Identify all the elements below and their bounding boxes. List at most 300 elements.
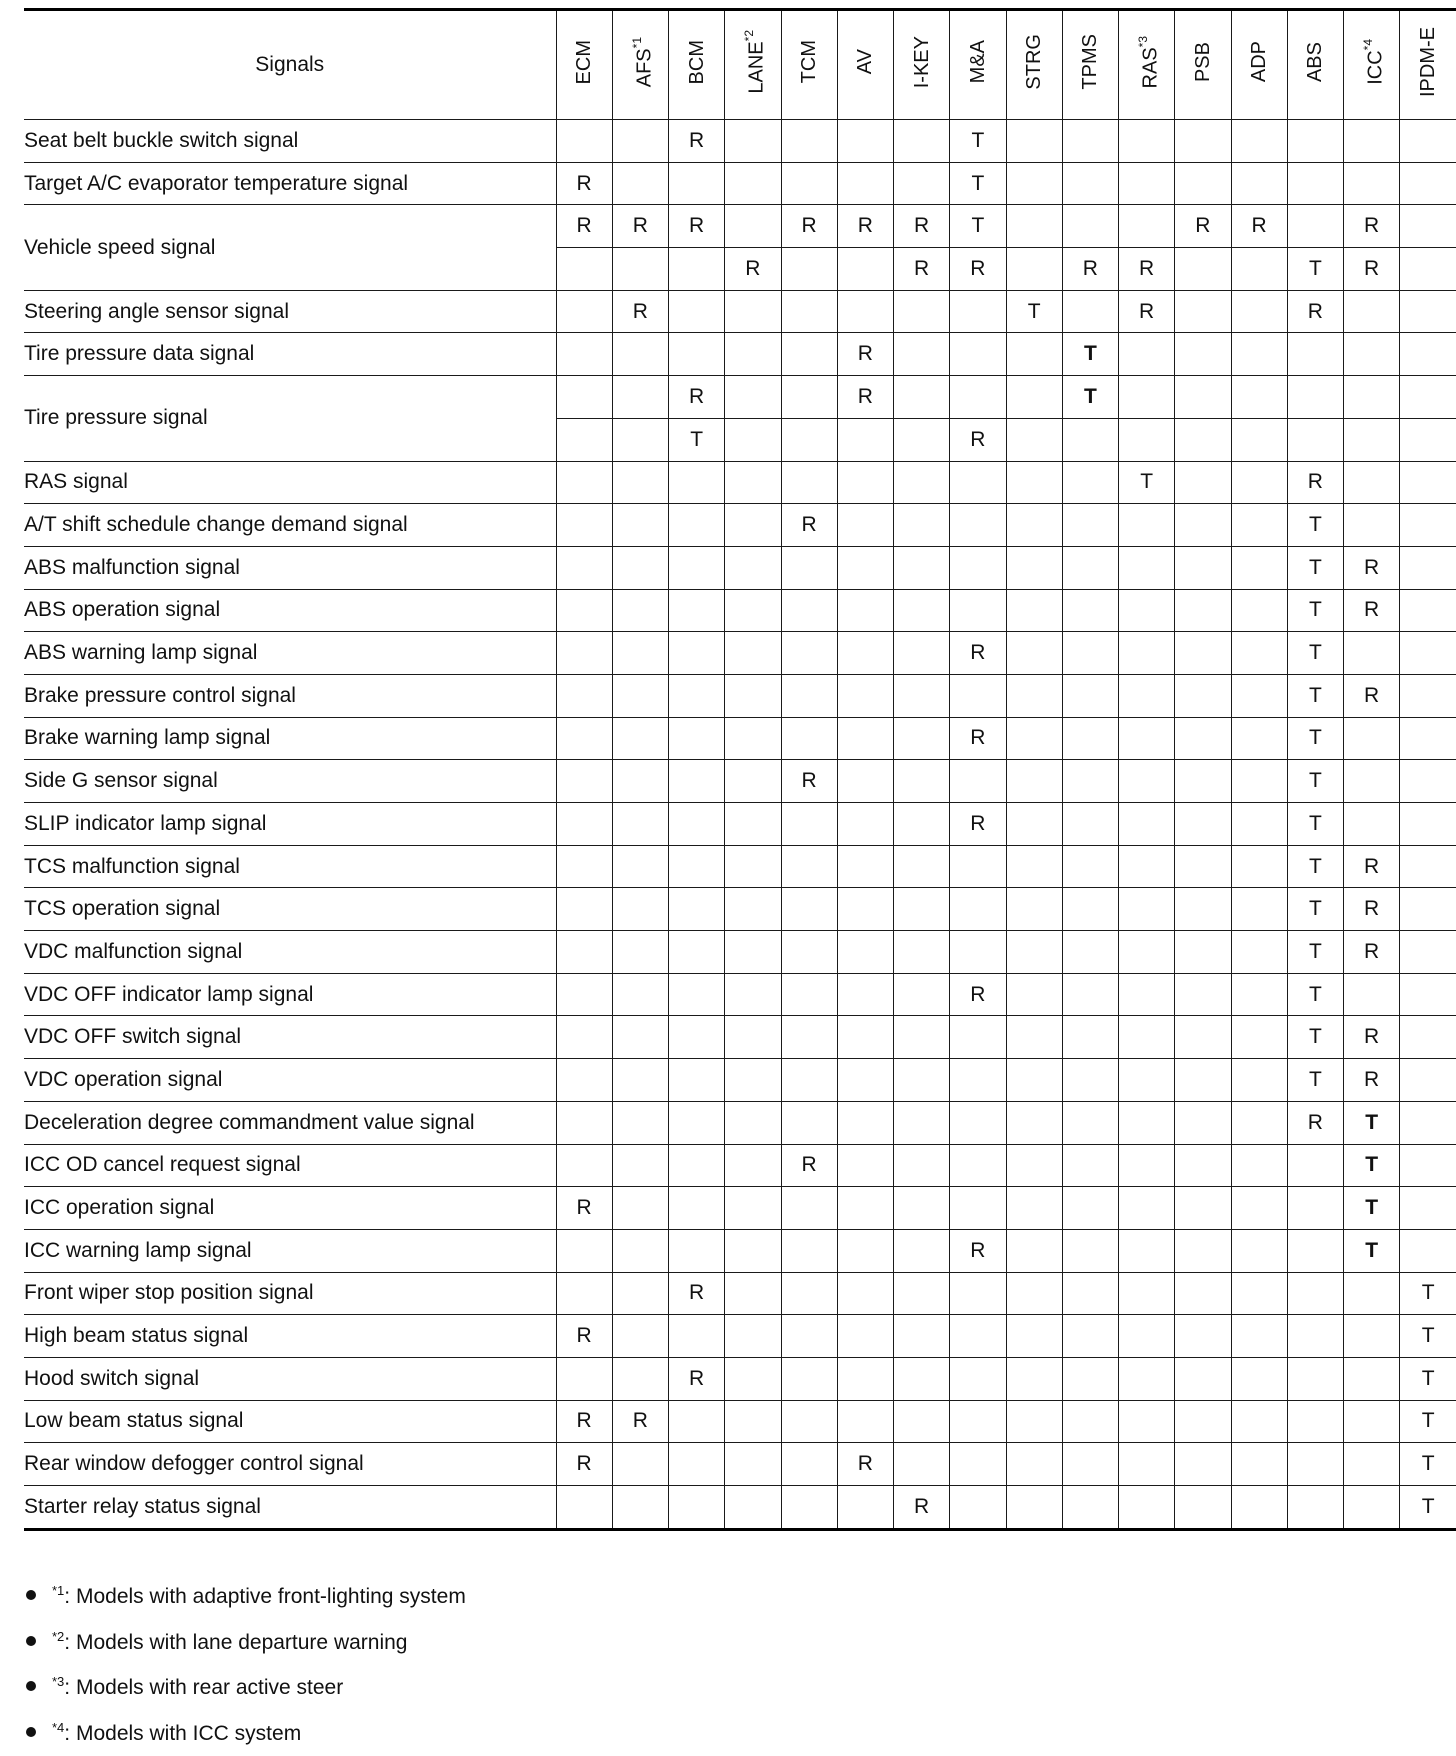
table-cell [950,1357,1006,1400]
table-cell [1231,290,1287,333]
table-cell [556,1272,612,1315]
signal-name: High beam status signal [24,1315,556,1358]
column-header-tcm [781,10,837,120]
table-cell: R [1344,205,1400,248]
table-cell: T [1287,546,1343,589]
table-cell [669,632,725,675]
column-note: *4 [1360,39,1375,51]
table-cell [1006,1059,1062,1102]
table-cell [894,760,950,803]
table-cell: R [781,504,837,547]
table-cell [1231,162,1287,205]
table-cell: R [1062,248,1118,291]
table-cell [837,120,893,163]
table-cell [1175,760,1231,803]
table-cell [781,1229,837,1272]
table-cell [556,418,612,461]
table-cell [1119,1315,1175,1358]
table-cell: R [725,248,781,291]
table-cell [1006,546,1062,589]
table-cell: T [1287,888,1343,931]
table-cell [1231,504,1287,547]
column-label: IPDM-E [1417,27,1440,97]
table-cell: T [1400,1400,1456,1443]
table-cell [1062,1016,1118,1059]
column-header-icc [1344,10,1400,120]
signal-name: ABS warning lamp signal [24,632,556,675]
table-cell [1006,1229,1062,1272]
table-cell [556,1016,612,1059]
table-cell [1062,1187,1118,1230]
table-cell [1175,1016,1231,1059]
bullet-icon [26,1681,36,1691]
table-cell [1344,1486,1400,1530]
table-cell: T [1062,376,1118,419]
table-cell [1400,205,1456,248]
table-cell [725,888,781,931]
table-cell [1344,376,1400,419]
column-header-afs [612,10,668,120]
table-cell [837,674,893,717]
table-cell [1062,589,1118,632]
table-cell [781,418,837,461]
table-cell [725,589,781,632]
table-cell: R [612,205,668,248]
table-cell: R [781,1144,837,1187]
table-cell [1119,546,1175,589]
table-cell [1287,120,1343,163]
table-cell [1006,205,1062,248]
table-cell [612,931,668,974]
table-cell: R [556,1400,612,1443]
table-cell: R [894,1486,950,1530]
table-cell [556,290,612,333]
table-cell [781,1101,837,1144]
table-row [24,504,1456,547]
table-cell: R [950,1229,1006,1272]
column-header-m-a [950,10,1006,120]
table-cell [1006,461,1062,504]
table-cell [725,376,781,419]
table-cell [894,589,950,632]
table-cell [725,1272,781,1315]
table-cell [894,1101,950,1144]
signal-name: Steering angle sensor signal [24,290,556,333]
signal-name: Rear window defogger control signal [24,1443,556,1486]
table-cell [1400,717,1456,760]
signal-name: Hood switch signal [24,1357,556,1400]
table-row [24,1315,1456,1358]
table-cell: R [556,205,612,248]
table-cell [1400,1187,1456,1230]
table-cell [1119,973,1175,1016]
table-cell [1062,803,1118,846]
table-cell [1119,1272,1175,1315]
table-row [24,760,1456,803]
table-cell [1006,632,1062,675]
table-cell [1062,973,1118,1016]
table-cell [894,504,950,547]
table-cell [1119,845,1175,888]
table-cell: T [1287,674,1343,717]
table-cell: R [1344,1016,1400,1059]
table-cell [1344,717,1400,760]
table-cell: R [1231,205,1287,248]
table-row [24,1187,1456,1230]
table-cell [1231,589,1287,632]
table-cell [1287,1486,1343,1530]
table-cell [781,803,837,846]
table-cell [781,376,837,419]
table-cell [1006,333,1062,376]
table-cell: R [837,1443,893,1486]
table-cell: T [1400,1315,1456,1358]
table-cell: R [612,1400,668,1443]
table-cell: T [1287,760,1343,803]
table-cell [1175,1272,1231,1315]
table-cell: R [837,376,893,419]
table-cell: R [1175,205,1231,248]
table-cell [669,546,725,589]
column-header-lane [725,10,781,120]
table-cell [556,333,612,376]
table-cell [950,504,1006,547]
table-row [24,333,1456,376]
table-cell [1231,632,1287,675]
footnote-list [26,1568,466,1750]
table-cell [1006,1016,1062,1059]
table-cell [725,1101,781,1144]
table-cell: R [894,205,950,248]
table-cell [781,717,837,760]
table-cell [556,248,612,291]
table-cell [1062,1486,1118,1530]
table-cell [669,973,725,1016]
table-cell [1344,162,1400,205]
table-cell: R [669,205,725,248]
column-label: LANE [745,41,768,94]
table-cell [1175,1486,1231,1530]
table-cell [612,1016,668,1059]
table-cell [669,162,725,205]
table-row [24,1400,1456,1443]
table-cell [950,1400,1006,1443]
table-cell [894,632,950,675]
table-cell [781,1486,837,1530]
table-cell [781,546,837,589]
column-label: STRG [1023,34,1046,90]
table-cell [669,1016,725,1059]
table-cell [1400,120,1456,163]
table-cell: R [1344,589,1400,632]
table-cell [1231,461,1287,504]
table-cell: R [950,717,1006,760]
signal-name: Deceleration degree commandment value signal [24,1101,556,1144]
table-cell [1344,760,1400,803]
table-cell [1400,1101,1456,1144]
column-label: ICC [1364,50,1387,85]
table-cell [1062,418,1118,461]
table-cell [669,1059,725,1102]
table-cell [837,632,893,675]
table-cell [556,931,612,974]
table-cell: R [1287,1101,1343,1144]
table-cell [1400,931,1456,974]
table-cell [837,1144,893,1187]
table-cell: R [950,248,1006,291]
table-cell [1062,1357,1118,1400]
table-cell [612,1229,668,1272]
table-cell [1175,333,1231,376]
table-cell [781,162,837,205]
table-cell [950,1144,1006,1187]
table-cell: T [1287,632,1343,675]
table-row [24,1144,1456,1187]
table-row [24,931,1456,974]
table-cell [612,973,668,1016]
table-cell [1400,888,1456,931]
table-cell: R [1287,461,1343,504]
table-cell: R [669,1272,725,1315]
table-cell: T [1287,845,1343,888]
table-cell [725,973,781,1016]
table-cell [1287,205,1343,248]
table-cell [894,376,950,419]
table-cell [669,461,725,504]
table-cell [612,333,668,376]
table-cell: T [1400,1443,1456,1486]
table-cell [669,717,725,760]
table-cell [950,1443,1006,1486]
table-cell [1400,333,1456,376]
table-cell [556,674,612,717]
table-cell [725,717,781,760]
table-cell [950,1187,1006,1230]
table-cell [950,461,1006,504]
table-cell [1175,1144,1231,1187]
table-cell [837,1016,893,1059]
table-cell [556,803,612,846]
table-cell [837,589,893,632]
table-cell [837,888,893,931]
footnote-item [26,1614,466,1660]
table-row [24,205,1456,248]
table-cell [1400,674,1456,717]
table-cell [950,546,1006,589]
table-cell [612,632,668,675]
table-row [24,888,1456,931]
table-cell [837,1486,893,1530]
table-cell [1119,1229,1175,1272]
column-note: *3 [1135,35,1150,48]
table-cell [669,1443,725,1486]
table-cell [781,1315,837,1358]
table-cell: R [837,333,893,376]
table-cell [1119,1187,1175,1230]
table-cell [894,845,950,888]
table-cell [894,461,950,504]
table-cell [1006,1272,1062,1315]
table-row [24,973,1456,1016]
table-cell: R [556,1443,612,1486]
table-cell [725,1187,781,1230]
table-cell [1231,888,1287,931]
table-cell [1006,1187,1062,1230]
table-cell: R [669,120,725,163]
table-cell [837,504,893,547]
table-cell [950,1101,1006,1144]
table-cell [1119,1059,1175,1102]
table-cell [1119,1016,1175,1059]
table-cell [950,1059,1006,1102]
table-cell [1400,504,1456,547]
table-cell [612,1315,668,1358]
table-cell [1400,1016,1456,1059]
table-cell [1006,888,1062,931]
table-cell [781,1016,837,1059]
table-cell [1062,1400,1118,1443]
signal-name: Tire pressure data signal [24,333,556,376]
table-cell [1344,120,1400,163]
signal-name: ABS malfunction signal [24,546,556,589]
table-cell [1175,674,1231,717]
table-cell [612,888,668,931]
table-cell [1119,888,1175,931]
signal-name: ICC operation signal [24,1187,556,1230]
table-row [24,290,1456,333]
table-cell: R [669,1357,725,1400]
table-cell [725,931,781,974]
table-cell [725,290,781,333]
table-cell [1175,973,1231,1016]
table-cell [612,1443,668,1486]
footnote-mark: *1 [52,1583,65,1598]
column-header-psb [1175,10,1231,120]
table-cell [669,760,725,803]
table-cell [556,504,612,547]
table-cell [1231,1101,1287,1144]
signal-name: Brake pressure control signal [24,674,556,717]
table-cell [781,931,837,974]
table-cell [894,888,950,931]
table-cell [669,674,725,717]
table-cell [1231,546,1287,589]
table-cell [781,1187,837,1230]
table-cell [669,1101,725,1144]
table-cell [1175,589,1231,632]
table-cell [781,1357,837,1400]
table-cell [1231,717,1287,760]
table-cell [725,845,781,888]
table-cell [725,418,781,461]
table-cell [1344,1272,1400,1315]
table-cell [950,931,1006,974]
table-cell [1062,674,1118,717]
table-cell [1119,333,1175,376]
column-note: *1 [629,36,644,49]
table-cell: R [1344,674,1400,717]
table-cell [894,803,950,846]
table-cell [894,162,950,205]
table-cell [1231,973,1287,1016]
table-cell [1344,1315,1400,1358]
table-cell [556,717,612,760]
signal-name: Side G sensor signal [24,760,556,803]
table-cell [1062,1229,1118,1272]
table-cell: T [1287,589,1343,632]
table-cell [1287,1400,1343,1443]
table-cell: T [1062,333,1118,376]
signal-name: Tire pressure signal [24,376,556,461]
table-cell [612,717,668,760]
table-cell [1231,248,1287,291]
table-cell [725,803,781,846]
table-cell [556,1357,612,1400]
table-cell [1175,461,1231,504]
table-cell [1344,1400,1400,1443]
table-cell [1062,290,1118,333]
table-cell [1062,1101,1118,1144]
table-cell [1344,333,1400,376]
bullet-icon [26,1727,36,1737]
signal-name: VDC OFF indicator lamp signal [24,973,556,1016]
table-cell [837,418,893,461]
table-cell [781,248,837,291]
footnote-text: : Models with ICC system [64,1721,302,1745]
table-row [24,589,1456,632]
table-cell [669,290,725,333]
table-cell [950,1315,1006,1358]
table-cell [1006,1101,1062,1144]
table-cell [1062,205,1118,248]
table-cell [1175,290,1231,333]
table-cell [1119,1144,1175,1187]
table-cell: T [950,120,1006,163]
table-cell [1006,803,1062,846]
table-cell [950,376,1006,419]
table-cell: R [781,760,837,803]
table-cell [1344,504,1400,547]
table-cell [1119,418,1175,461]
table-cell: R [556,1187,612,1230]
column-label: I-KEY [910,35,933,89]
table-cell [837,461,893,504]
table-cell [894,1357,950,1400]
table-row [24,162,1456,205]
table-cell [1400,1059,1456,1102]
table-cell [1344,290,1400,333]
table-cell [1062,888,1118,931]
table-cell [1062,1144,1118,1187]
table-cell [556,1229,612,1272]
table-cell [781,589,837,632]
table-cell [1287,333,1343,376]
signal-name: VDC OFF switch signal [24,1016,556,1059]
column-label: BCM [685,39,708,85]
table-cell [1400,760,1456,803]
table-cell [1344,803,1400,846]
column-label: RAS [1139,47,1162,89]
table-cell [725,1357,781,1400]
signal-name: VDC operation signal [24,1059,556,1102]
table-cell [837,162,893,205]
table-cell [837,1187,893,1230]
table-cell: T [1119,461,1175,504]
table-cell [837,845,893,888]
signal-name: Front wiper stop position signal [24,1272,556,1315]
table-cell [1175,803,1231,846]
table-cell: R [556,1315,612,1358]
